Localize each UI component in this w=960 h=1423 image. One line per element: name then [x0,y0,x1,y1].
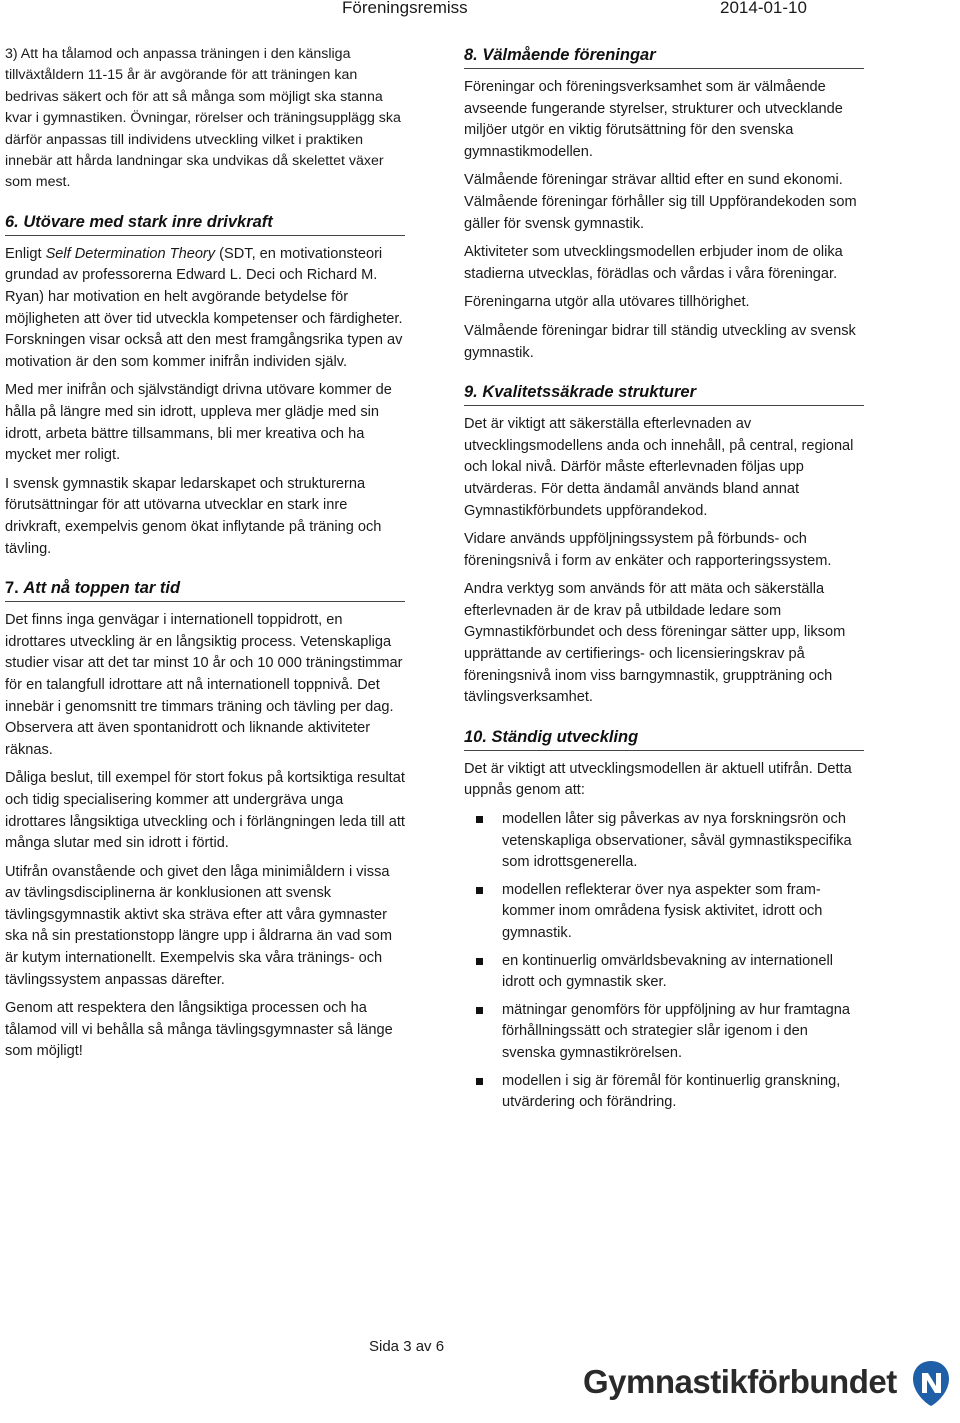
section-6-heading: 6. Utövare med stark inre drivkraft [5,211,405,236]
section-10-bullet-list [464,809,864,1114]
section-8-paragraph-1: Föreningar och föreningsverksamhet som är välmående avseende fungerande styrelser, strukturer och utvecklande miljöer utgör en viktig förutsättning för den svenska gymnastikmodellen. [464,79,843,160]
square-bullet-icon [476,958,483,965]
sdt-term: Self Determination Theory [45,245,216,262]
section-8-paragraph-3: Aktiviteter som utvecklingsmodellen erbjuder inom de olika stadierna utvecklas, förädlas och vårdas i våra föreningar. [464,244,843,282]
bullet-item: modellen reflekterar över nya aspekter som fram-kommer inom områdena fysisk aktivitet, idrott och gymnastik. [464,880,864,945]
section-9-paragraph-3: Andra verktyg som används för att mäta och säkerställa efterlevnaden är de krav på utbildade ledare som Gymnastikförbundet och dess föreningar sätter upp, liksom upprättande av certifierings- och licensieringskrav på föreningsnivå inom viss barngymnastik, gruppträning och tävlingsverksamhet. [464,581,846,706]
section-10-heading: 10. Ständig utveckling [464,726,864,751]
intro-paragraph: 3) Att ha tålamod och anpassa träningen i den känsliga tillväxtåldern 11-15 år är avgörande för att träningen kan bedrivas säkert och för att så många som möjligt ska stanna kvar i gymnastiken. Övningar, rörelser och träningsupplägg ska därför anpassas till individens utveckling vilket i praktiken innebär att hårda landningar ska undvikas då skelettet växer som mest. [5,46,401,191]
right-column [464,44,864,1120]
page-number: Sida 3 av 6 [369,1338,445,1355]
gymnastikforbundet-logo [583,1359,953,1409]
section-9-paragraph-2: Vidare används uppföljningssystem på förbunds- och föreningsnivå i form av enkäter och rapporteringssystem. [464,531,832,569]
section-9-heading: 9. Kvalitetssäkrade strukturer [464,381,864,406]
square-bullet-icon [476,1078,483,1085]
square-bullet-icon [476,816,483,823]
bullet-item: en kontinuerlig omvärldsbevakning av internationell idrott och gymnastik sker. [464,951,864,994]
square-bullet-icon [476,1007,483,1014]
section-8-paragraph-4: Föreningarna utgör alla utövares tillhörighet. [464,294,750,311]
section-10-paragraph-1: Det är viktigt att utvecklingsmodellen är aktuell utifrån. Detta uppnås genom att: [464,760,852,799]
square-bullet-icon [476,887,483,894]
header-date: 2014-01-10 [720,0,807,17]
bullet-item: mätningar genomförs för uppföljning av hur framtagna förhållningssätt och strategier slår igenom i den svenska gymnastikrörelsen. [464,1000,864,1065]
section-6-paragraph-1: Enligt Self Determination Theory (SDT, en motivationsteori grundad av professorerna Edward L. Deci och Richard M. Ryan) har motivation en helt avgörande betydelse för möjligheten att över tid utveckla kompetenser och färdigheter. Forskningen visar också att den mest framgångsrika typen av motivation är den som kommer inifrån individen själv. [5,245,403,370]
section-8-heading: 8. Välmående föreningar [464,44,864,69]
section-9-paragraph-1: Det är viktigt att säkerställa efterlevnaden av utvecklingsmodellens anda och innehåll, på central, regional och lokal nivå. Därför måste efterlevnaden följas upp utvärderas. För detta ändamål används bland annat Gymnastikförbundets uppförandekod. [464,416,854,519]
section-6-paragraph-2: Med mer inifrån och självständigt drivna utövare kommer de hålla på längre med sin idrott, uppleva mer glädje med sin idrott, arbeta bättre tillsammans, bli mer kreativa och ha mycket mer roligt. [5,382,392,464]
section-7-paragraph-2: Dåliga beslut, till exempel för stort fokus på kortsiktiga resultat och tidig specialisering kommer att undergräva unga idrottares långsiktiga utveckling och i förlängningen leda till att många slutar med sin idrott i förtid. [5,770,405,852]
section-6-paragraph-3: I svensk gymnastik skapar ledarskapet och strukturerna förutsättningar för att utövarna utvecklar en stark inre drivkraft, exempelvis genom ökat inflytande på träning och tävling. [5,475,382,557]
logo-mark-icon [911,1359,951,1407]
section-7-paragraph-3: Utifrån ovanstående och givet den låga minimiåldern i vissa av tävlingsdisciplinerna är konklusionen att svensk tävlingsgymnastik aktivt ska sträva efter att våra gymnaster ska nå sin prestationstopp längre upp i åldrarna än vad som är kutym internationellt. Exempelvis ska våra tränings- och tävlingssystem anpassas därefter. [5,863,392,988]
header-title: Föreningsremiss [342,0,468,17]
section-7-heading: 7. Att nå toppen tar tid [5,577,405,602]
logo-wordmark: Gymnastikförbundet [583,1363,897,1400]
section-7-paragraph-4: Genom att respektera den långsiktiga processen och ha tålamod vill vi behålla så många tävlingsgymnaster så länge som möjligt! [5,1000,393,1060]
bullet-item: modellen låter sig påverkas av nya forskningsrön och vetenskapliga observationer, såväl gymnastikspecifika som idrottsgenerella. [464,809,864,874]
section-8-paragraph-2: Välmående föreningar strävar alltid efter en sund ekonomi. Välmående föreningar förhåller sig till Uppförandekoden som gäller för svensk gymnastik. [464,172,857,232]
left-column [5,44,405,1070]
section-7-paragraph-1: Det finns inga genvägar i internationell toppidrott, en idrottares utveckling är en långsiktig process. Vetenskapliga studier visar att det tar minst 10 år och 10 000 träningstimmar för en talangfull idrottare att nå internationell toppnivå. Det innebär i genomsnitt tre timmars träning och tävling per dag. Observera att även spontanidrott och liknande aktiviteter räknas. [5,612,403,758]
section-8-paragraph-5: Välmående föreningar bidrar till ständig utveckling av svensk gymnastik. [464,322,856,361]
bullet-item: modellen i sig är föremål för kontinuerlig granskning, utvärdering och förändring. [464,1071,864,1114]
